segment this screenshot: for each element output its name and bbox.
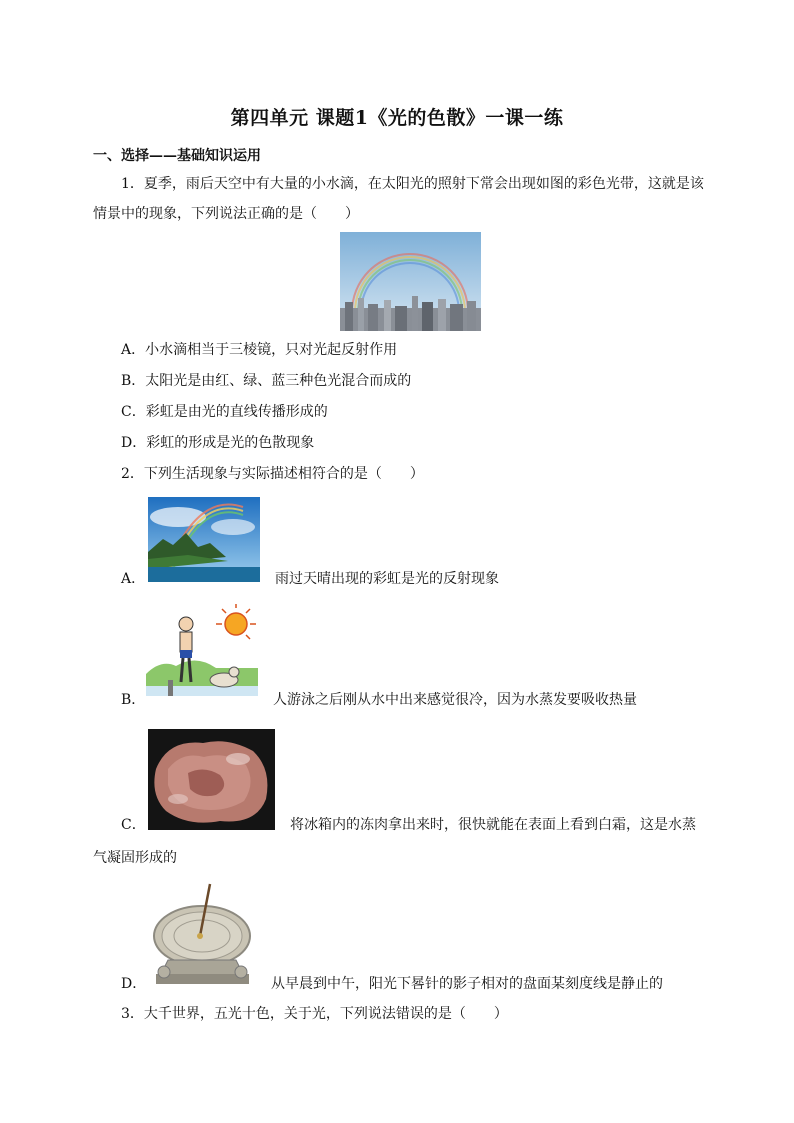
q3-stem: 3．大千世界，五光十色，关于光，下列说法错误的是（ ）	[121, 1006, 508, 1022]
q1-stem-line1: 1．夏季，雨后天空中有大量的小水滴，在太阳光的照射下常会出现如图的彩色光带，这就是该	[121, 176, 704, 192]
section-heading: 一、选择——基础知识运用	[93, 148, 261, 164]
q1-option-a: A．小水滴相当于三棱镜，只对光起反射作用	[121, 342, 398, 358]
q2-option-b-text: 人游泳之后刚从水中出来感觉很冷，因为水蒸发要吸收热量	[273, 692, 637, 708]
q2-stem: 2．下列生活现象与实际描述相符合的是（ ）	[121, 466, 424, 482]
q2-option-d-label: D．	[121, 976, 147, 992]
q2-option-a-label: A．	[121, 571, 146, 587]
q2-option-a-text: 雨过天晴出现的彩虹是光的反射现象	[275, 571, 499, 587]
q1-stem-line2: 情景中的现象，下列说法正确的是（ ）	[93, 206, 359, 222]
swimmer-cartoon-image	[146, 604, 258, 709]
q2-option-b-label: B．	[121, 692, 146, 708]
q2-option-c-text: 将冰箱内的冻肉拿出来时，很快就能在表面上看到白霜，这是水蒸	[290, 817, 696, 833]
q1-option-d: D．彩虹的形成是光的色散现象	[121, 435, 315, 451]
rainbow-city-image	[340, 232, 481, 331]
q2-option-d-text: 从早晨到中午，阳光下晷针的影子相对的盘面某刻度线是静止的	[271, 976, 663, 992]
q2-option-c-label: C．	[121, 817, 146, 833]
sundial-image	[148, 880, 257, 988]
q1-option-b: B．太阳光是由红、绿、蓝三种色光混合而成的	[121, 373, 412, 389]
q1-option-c: C．彩虹是由光的直线传播形成的	[121, 404, 328, 420]
page-title: 第四单元 课题1《光的色散》一课一练	[230, 107, 564, 129]
frozen-meat-image	[148, 729, 275, 830]
q2-option-c-text-line2: 气凝固形成的	[93, 850, 177, 866]
rainbow-island-image	[148, 497, 260, 582]
